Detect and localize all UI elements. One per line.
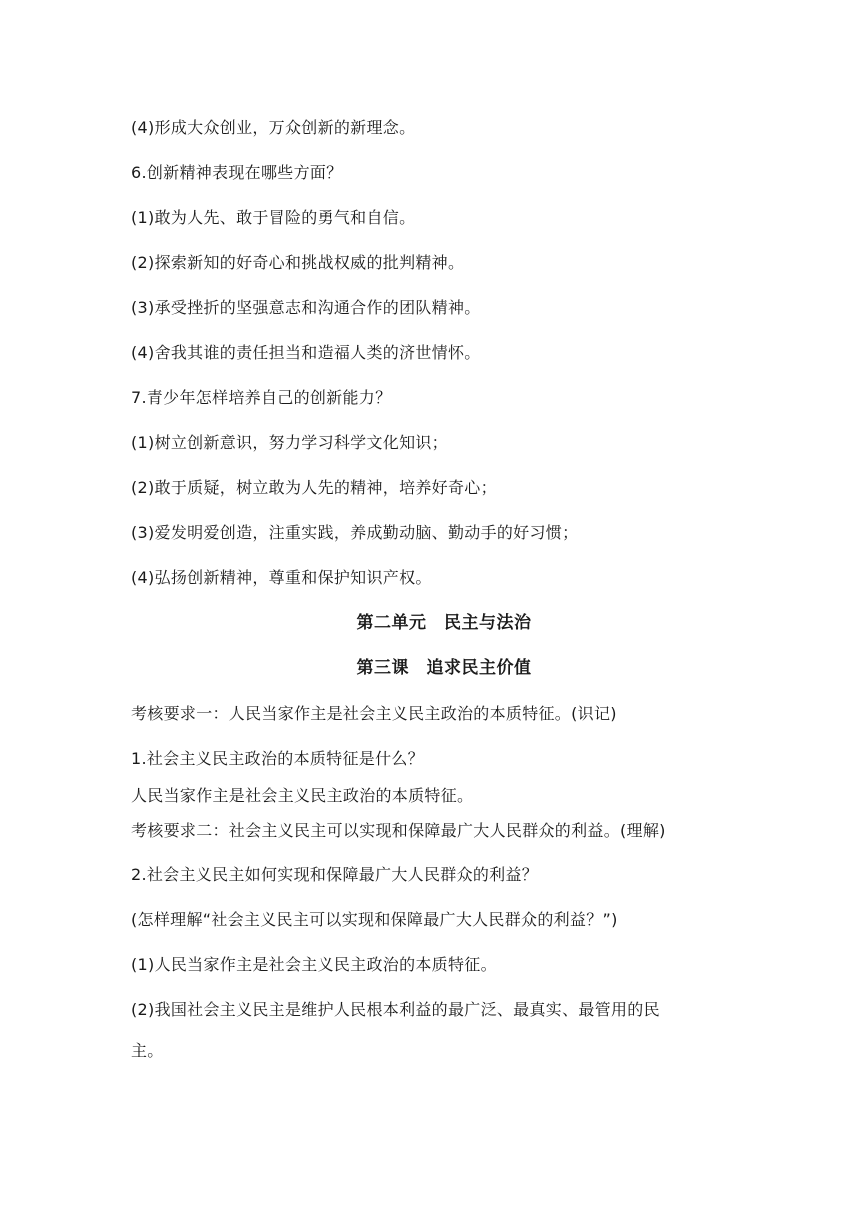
answer-line: (3)承受挫折的坚强意志和沟通合作的团队精神。 <box>131 298 481 317</box>
question-line: 6.创新精神表现在哪些方面？ <box>131 163 343 182</box>
answer-line: (4)弘扬创新精神，尊重和保护知识产权。 <box>131 568 432 587</box>
question-line: 2.社会主义民主如何实现和保障最广大人民群众的利益？ <box>131 865 539 884</box>
unit-heading: 第二单元 民主与法治 <box>356 613 532 633</box>
answer-line: (1)树立创新意识，努力学习科学文化知识； <box>131 433 448 452</box>
question-line: 1.社会主义民主政治的本质特征是什么？ <box>131 749 424 768</box>
answer-line: (2)探索新知的好奇心和挑战权威的批判精神。 <box>131 253 465 272</box>
answer-line: (2)敢于质疑，树立敢为人先的精神，培养好奇心； <box>131 478 497 497</box>
lesson-heading: 第三课 追求民主价值 <box>356 658 532 678</box>
requirement-line: 考核要求一：人民当家作主是社会主义民主政治的本质特征。(识记) <box>131 704 617 723</box>
answer-line: (3)爱发明爱创造，注重实践，养成勤动脑、勤动手的好习惯； <box>131 523 579 542</box>
answer-line: (4)舍我其谁的责任担当和造福人类的济世情怀。 <box>131 343 481 362</box>
requirement-line: 考核要求二：社会主义民主可以实现和保障最广大人民群众的利益。(理解) <box>131 821 666 840</box>
answer-line: (1)敢为人先、敢于冒险的勇气和自信。 <box>131 208 416 227</box>
answer-line: (2)我国社会主义民主是维护人民根本利益的最广泛、最真实、最管用的民 <box>131 1000 660 1019</box>
answer-line: (怎样理解“社会主义民主可以实现和保障最广大人民群众的利益？”) <box>131 910 618 929</box>
question-line: 7.青少年怎样培养自己的创新能力？ <box>131 388 392 407</box>
answer-line: (4)形成大众创业，万众创新的新理念。 <box>131 118 416 137</box>
answer-line: (1)人民当家作主是社会主义民主政治的本质特征。 <box>131 955 497 974</box>
answer-line: 主。 <box>131 1041 164 1060</box>
answer-line: 人民当家作主是社会主义民主政治的本质特征。 <box>131 786 474 805</box>
